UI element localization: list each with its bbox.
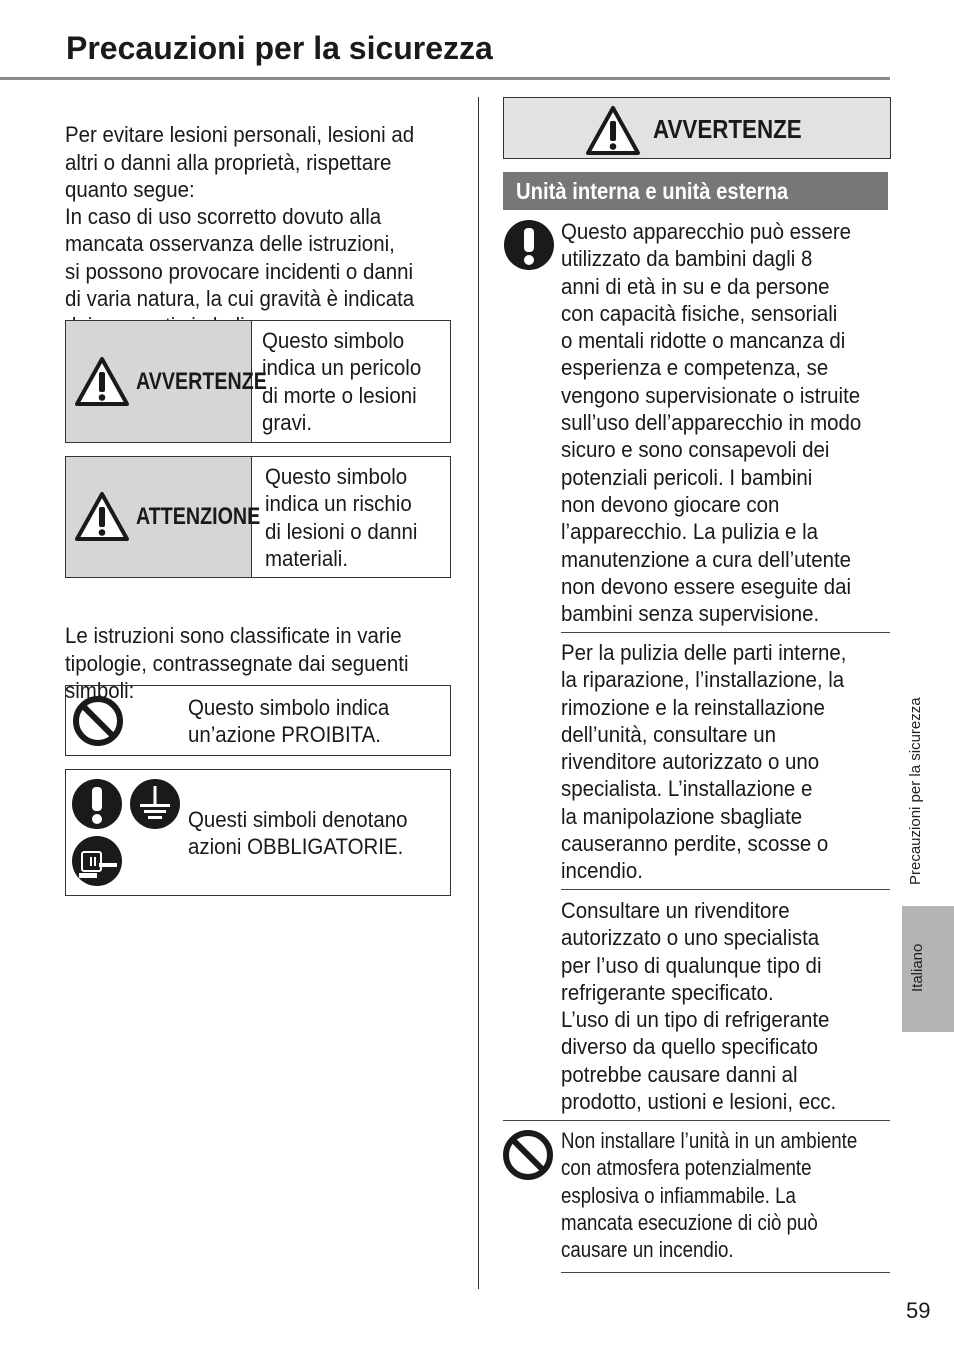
exclamation-icon	[503, 219, 555, 271]
mandatory-description: Questi simboli denotano azioni OBBLIGATORIE.	[188, 807, 408, 860]
warning-symbol-label-cell	[66, 321, 267, 442]
prohibited-symbol-box	[65, 685, 451, 756]
item-divider	[561, 632, 890, 633]
column-divider	[478, 97, 479, 1289]
item-text-children: Questo apparecchio può essere utilizzato da bambini dagli 8 anni di età in su e da persone con capacità fisiche, sensoriali o mentali ridotte o mancanza di esperienza e competenza, se vengono supervisionate o istruite sull’uso dell’apparecchio in modo sicuro e sono consapevoli dei potenziali pericoli. I bambini non devono giocare con l’apparecchio. La pulizia e la manutenzione a cura dell’utente non devono essere eseguite dai bambini senza supervisione.	[561, 219, 862, 627]
caution-symbol-label-cell	[66, 457, 261, 577]
page-number: 59	[906, 1298, 931, 1323]
item-text-explosive: Non installare l’unità in un ambiente con atmosfera potenzialmente esplosiva o infiammabile. La mancata esecuzione di ciò può causare un incendio.	[561, 1128, 858, 1263]
unplug-icon	[71, 835, 123, 887]
warning-description: Questo simbolo indica un pericolo di morte o lesioni gravi.	[262, 328, 422, 435]
prohibited-description: Questo simbolo indica un’azione PROIBITA.	[188, 695, 390, 748]
caution-symbol-box	[65, 456, 451, 578]
intro-text: Per evitare lesioni personali, lesioni ad altri o danni alla proprietà, rispettare quanto segue: In caso di uso scorretto dovuto alla mancata osservanza delle istruzioni, si possono provocare incidenti o danni di varia natura, la cui gravità è indicata	[65, 122, 415, 312]
language-tab-label: Italiano	[909, 943, 926, 992]
section-title-bar	[503, 172, 888, 210]
warnings-header	[503, 97, 891, 159]
warnings-header-label: AVVERTENZE	[653, 114, 802, 144]
mandatory-icons-cell	[66, 770, 189, 895]
item-divider	[503, 1120, 890, 1121]
section-title: Unità interna e unità esterna	[516, 178, 789, 204]
warning-label: AVVERTENZE	[136, 367, 267, 395]
classification-text: Le istruzioni sono classificate in varie tipologie, contrassegnate dai seguenti simboli:	[65, 623, 409, 703]
prohibited-icon	[71, 694, 125, 748]
item-text-refrigerant: Consultare un rivenditore autorizzato o uno specialista per l’uso di qualunque tipo di refrigerante specificato. L’uso di un tipo di refrigerante diverso da quello specificato potrebbe causare danni al prodotto, ustioni e lesioni, ecc.	[561, 898, 837, 1115]
ground-icon	[129, 778, 181, 830]
exclamation-icon	[71, 778, 123, 830]
title-rule	[0, 77, 890, 80]
caution-description: Questo simbolo indica un rischio di lesioni o danni materiali.	[265, 464, 418, 571]
language-tab	[902, 906, 954, 1032]
mandatory-symbol-box	[65, 769, 451, 896]
prohibited-icon	[501, 1128, 555, 1182]
item-text-maintenance: Per la pulizia delle parti interne, la riparazione, l’installazione, la rimozione e la reinstallazione dell’unità, consultare un rivenditore autorizzato o uno specialista. L’installazione e la manipolazione sbagliate causeranno perdite, scosse o incendio.	[561, 640, 847, 884]
side-section-label: Precauzioni per la sicurezza	[907, 697, 924, 885]
caution-triangle-icon	[73, 490, 131, 544]
intro-paragraph	[65, 94, 485, 340]
caution-label: ATTENZIONE	[136, 503, 261, 530]
warning-symbol-box	[65, 320, 451, 443]
page-title: Precauzioni per la sicurezza	[66, 30, 493, 66]
item-divider	[561, 1272, 890, 1273]
prohibited-icon-cell	[66, 686, 189, 755]
item-divider	[561, 889, 890, 890]
warning-triangle-icon	[73, 355, 131, 409]
warning-triangle-icon	[584, 104, 642, 158]
